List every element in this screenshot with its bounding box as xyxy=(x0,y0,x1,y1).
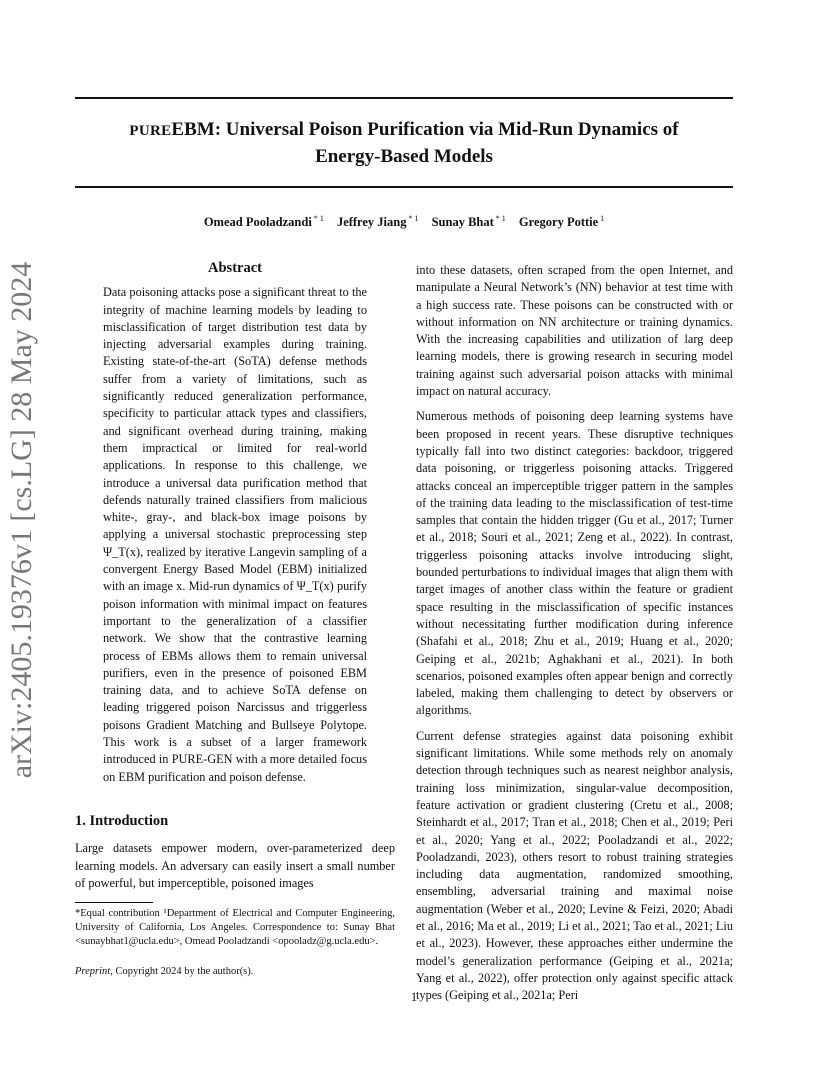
body-paragraph: Numerous methods of poisoning deep learning systems have been proposed in recent years. These disruptive techniques typically fall into two distinct categories: backdoor, triggered data poisoning, or triggerless poisoning attacks. Triggered attacks conceal an imperceptible trigger pattern in the samples of the training data leading to the misclassification of test-time samples that contain the hidden trigger (Gu et al., 2017; Turner et al., 2018; Souri et al., 2021; Zeng et al., 2022). In contrast, triggerless poisoning attacks involve introducing slight, bounded perturbations to individual images that align them with target images of another class within the feature or gradient space resulting in the misclassification of specific instances without necessitating further modification during inference (Shafahi et al., 2018; Zhu et al., 2019; Huang et al., 2020; Geiping et al., 2021b; Aghakhani et al., 2021). In both scenarios, poisoned examples often appear benign and correctly labeled, making them challenging to detect by observers or algorithms. xyxy=(416,409,733,718)
abstract-heading: Abstract xyxy=(208,260,262,276)
page-number: 1 xyxy=(410,990,418,1004)
footnote-rule xyxy=(75,902,153,903)
body-paragraph: into these datasets, often scraped from the open Internet, and manipulate a Neural Network’s (NN) behavior at test time with a high success rate. These poisons can be constructed with or without information on NN architecture or training dynamics. With the increasing capabilities and utilization of larg deep learning models, there is growing research in securing model training against such adversarial poison attacks with minimal impact on natural accuracy. xyxy=(416,263,733,399)
author: Gregory Pottie $^1$ xyxy=(518,214,605,230)
top-rule xyxy=(75,97,733,99)
author: Omead Pooladzandi $^{* 1}$ xyxy=(203,214,324,230)
author-list xyxy=(75,214,733,230)
author: Jeffrey Jiang $^{* 1}$ xyxy=(336,214,419,230)
intro-paragraph: Large datasets empower modern, over-parameterized deep learning models. An adversary can easily insert a small number of powerful, but imperceptible, poisoned images xyxy=(75,841,395,890)
body-paragraph: Current defense strategies against data poisoning exhibit significant limitations. While some methods rely on anomaly detection through techniques such as nearest neighbor analysis, training loss minimization, singular-value decomposition, feature activation or gradient clustering (Cretu et al., 2008; Steinhardt et al., 2017; Tran et al., 2018; Chen et al., 2019; Peri et al., 2020; Yang et al., 2022; Pooladzandi et al., 2022; Pooladzandi, 2023), others resort to robust training strategies including data augmentation, randomized smoothing, ensembling, adversarial training and maximal noise augmentation (Weber et al., 2020; Levine & Feizi, 2020; Abadi et al., 2016; Ma et al., 2019; Li et al., 2021; Tao et al., 2021; Liu et al., 2023). However, these approaches either undermine the model’s generalization performance (Geiping et al., 2021a; Yang et al., 2022), offer protection only against specific attack types (Geiping et al., 2021a; Peri xyxy=(416,728,733,1003)
left-column xyxy=(75,260,395,980)
footnote: *Equal contribution ¹Department of Electrical and Computer Engineering, University of California, Los Angeles. Correspondence to: Sunay Bhat <sunaybhat1@ucla.edu>, Omead Pooladzandi <opooladz@g.ucla.edu>. xyxy=(75,908,395,948)
title-prefix: PURE xyxy=(129,123,172,139)
arxiv-identifier: arXiv:2405.19376v1 [cs.LG] 28 May 2024 xyxy=(5,261,38,779)
section-heading: 1. Introduction xyxy=(75,812,169,829)
title-bottom-rule xyxy=(75,186,733,188)
abstract-body: Data poisoning attacks pose a significant threat to the integrity of machine learning models by leading to misclassification of target distribution test data by injecting adversarial examples during training. Existing state-of-the-art (SoTA) defense methods suffer from a variety of limitations, such as significantly reduced generalization performance, specificity to particular attack types and classifiers, and significant overhead during training, making them impractical or limited for real-world applications. In response to this challenge, we introduce a universal data purification method that defends naturally trained classifiers from malicious white-, gray-, and black-box image poisons by applying a universal stochastic preprocessing step Ψ_T(x), realized by iterative Langevin sampling of a convergent Energy Based Model (EBM) initialized with an image x. Mid-run dynamics of Ψ_T(x) purify poison information with minimal impact on features important to the generalization of a classifier network. We show that the contrastive learning process of EBMs allows them to remain universal purifiers, even in the presence of poisoned EBM training data, and to achieve SoTA defense on leading triggered poison Narcissus and triggerless poisons Gradient Matching and Bullseye Polytope. This work is a subset of a larger framework introduced in PURE-GEN with a more detailed focus on EBM purification and poison defense. xyxy=(103,285,367,784)
title-line2: Energy-Based Models xyxy=(315,146,493,167)
title-line1: EBM: Universal Poison Purification via Mid-Run Dynamics of xyxy=(171,119,679,140)
right-column xyxy=(416,262,733,1012)
preprint-note: Preprint, Copyright 2024 by the author(s). xyxy=(75,966,254,978)
paper-title xyxy=(75,117,733,170)
author: Sunay Bhat $^{* 1}$ xyxy=(431,214,506,230)
